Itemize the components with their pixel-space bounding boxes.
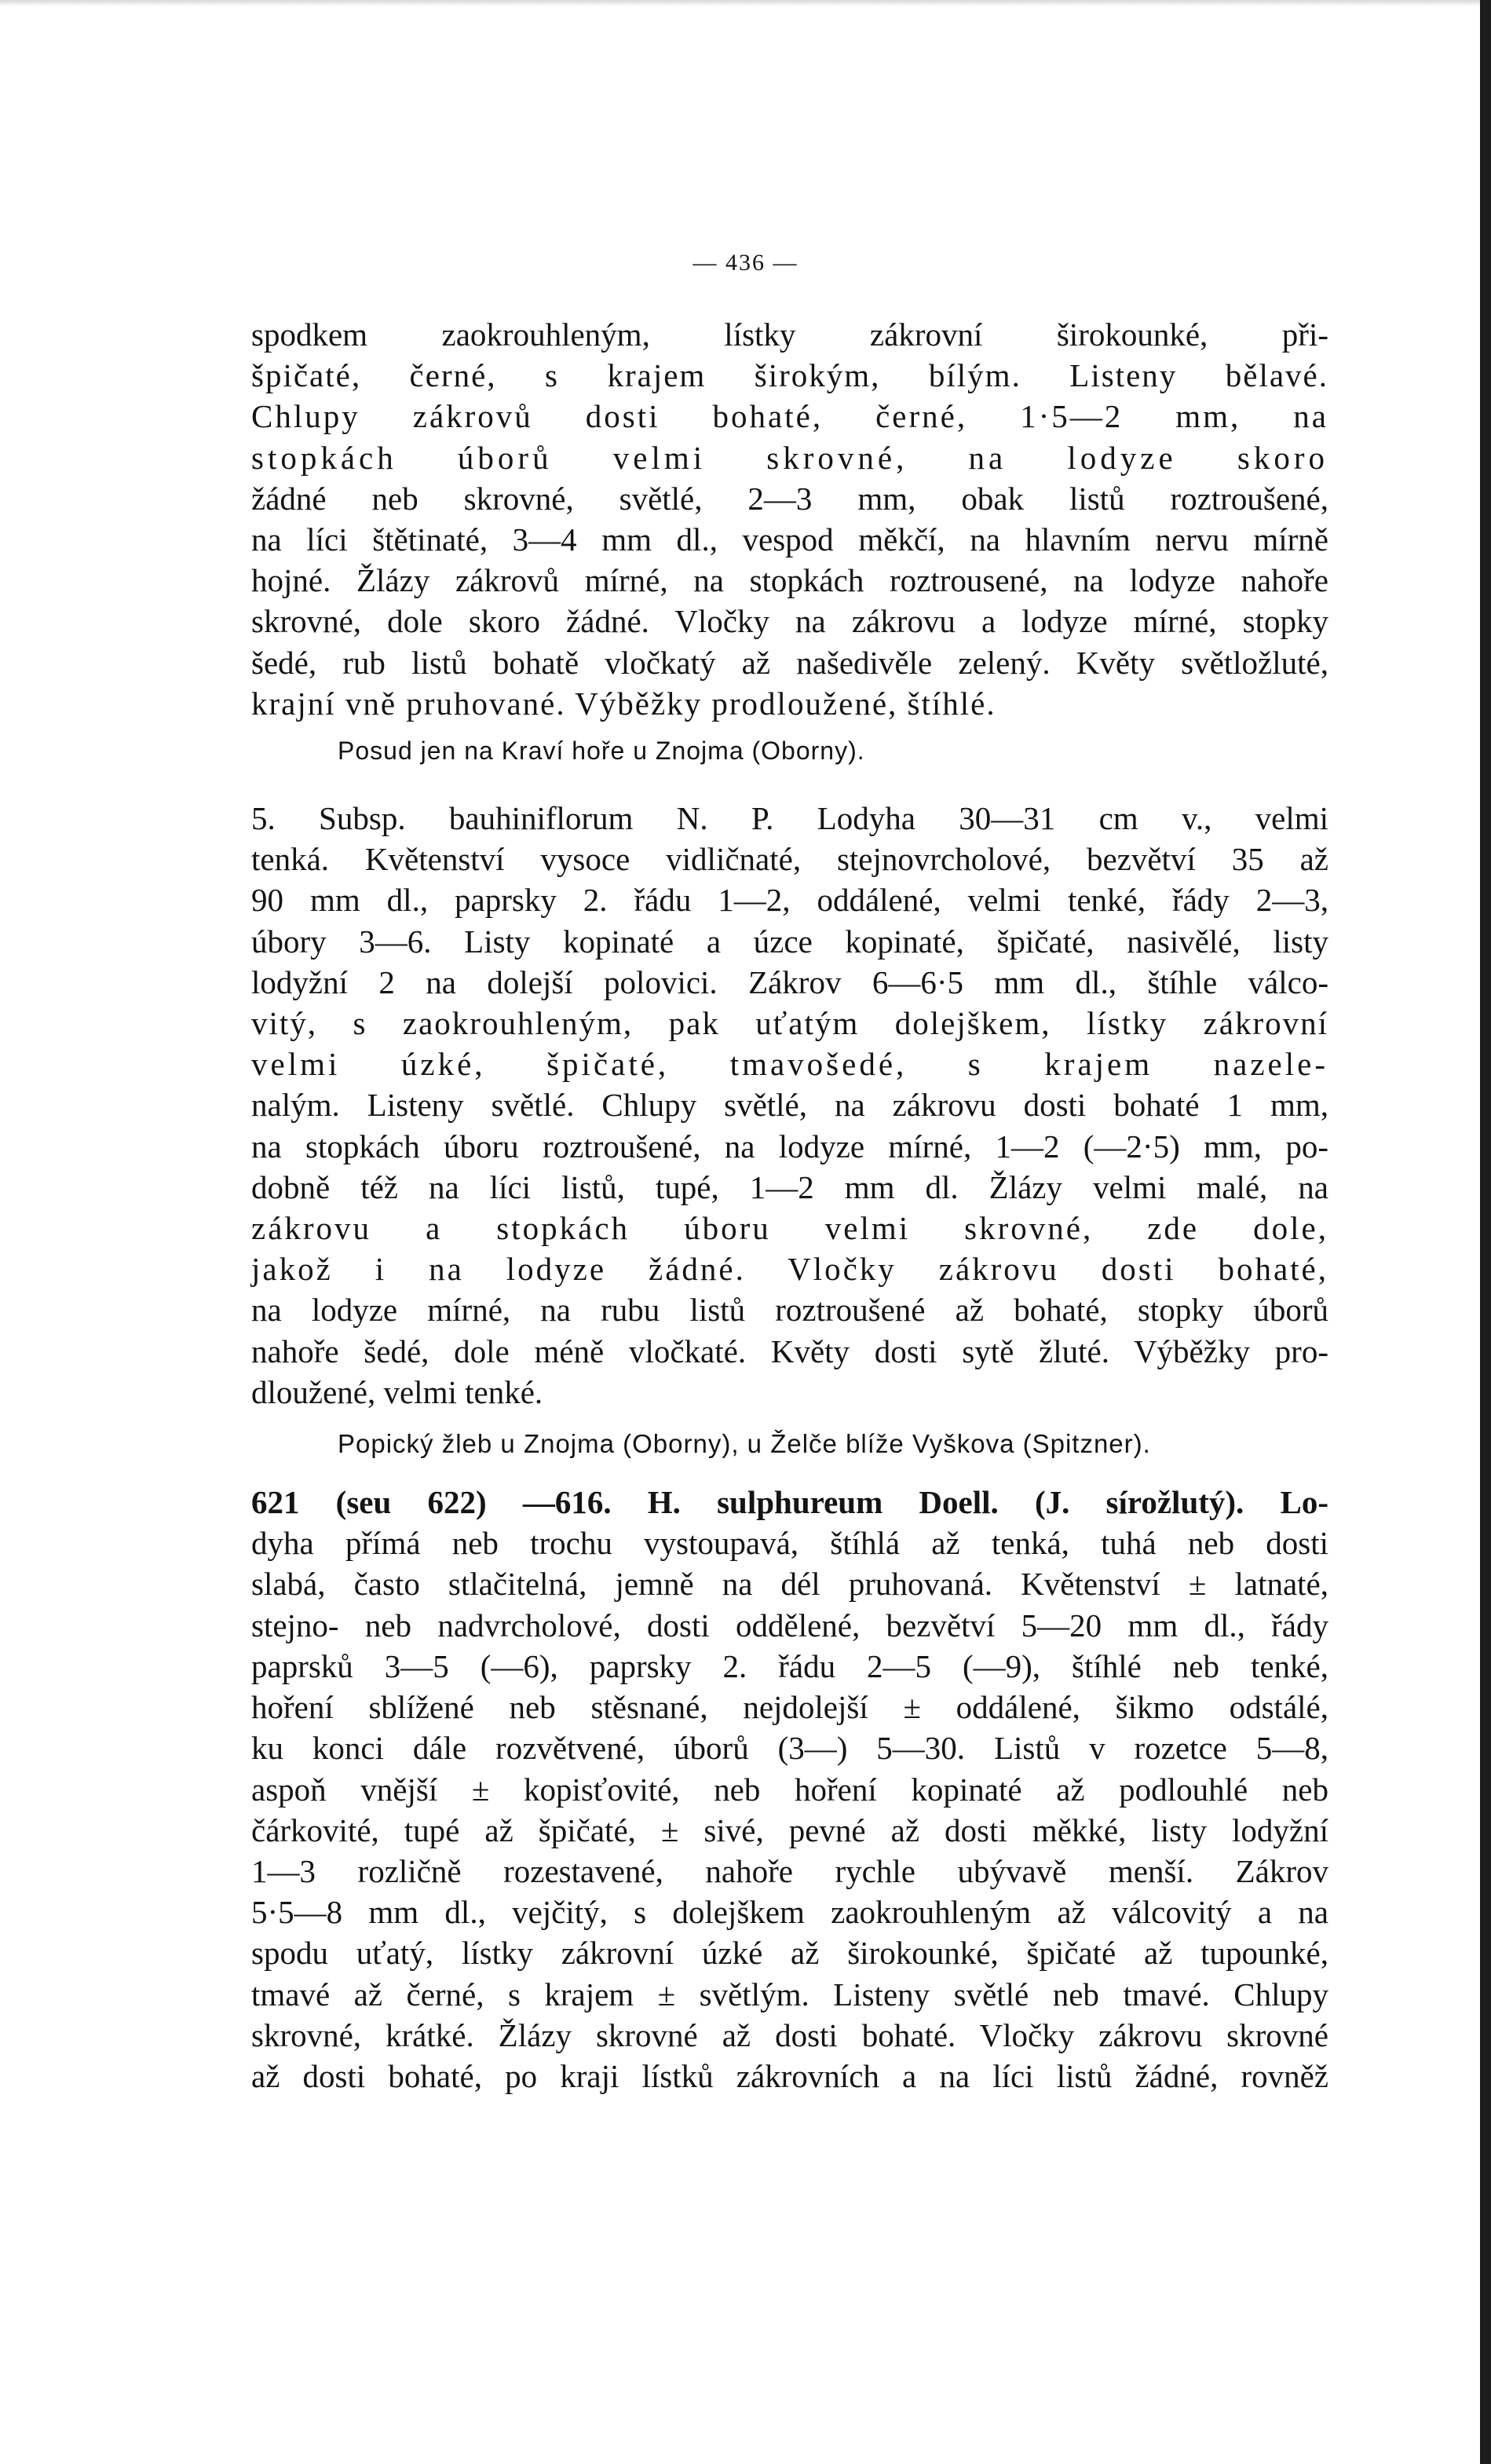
page-number: — 436 — bbox=[693, 250, 798, 276]
text-line: spodkem zaokrouhleným, lístky zákrovní širokounké, při- bbox=[251, 316, 1328, 353]
body-text bbox=[251, 314, 1328, 2097]
species-heading-line: 621 (seu 622) —616. H. sulphureum Doell. (J. sírožlutý). Lo- bbox=[251, 1484, 1328, 1521]
text-line: aspoň vnější ± kopisťovité, neb hoření kopinaté až podlouhlé neb bbox=[251, 1771, 1328, 1808]
text-line: nahoře šedé, dole méně vločkaté. Květy dosti sytě žluté. Výběžky pro- bbox=[251, 1333, 1328, 1369]
text-line: tmavé až černé, s krajem ± světlým. Listeny světlé neb tmavé. Chlupy bbox=[251, 1976, 1328, 2013]
paragraph-subsp-4-continuation bbox=[251, 314, 1328, 724]
scan-edge-top bbox=[0, 0, 1491, 6]
text-line: stopkách úborů velmi skrovné, na lodyze skoro bbox=[251, 439, 1328, 476]
text-line: paprsků 3—5 (—6), paprsky 2. řádu 2—5 (—9), štíhlé neb tenké, bbox=[251, 1647, 1328, 1684]
text-line: stejno- neb nadvrcholové, dosti oddělené, bezvětví 5—20 mm dl., řády bbox=[251, 1607, 1328, 1643]
text-line: 5. Subsp. bauhiniflorum N. P. Lodyha 30—31 cm v., velmi bbox=[251, 800, 1328, 837]
paragraph-subsp-bauhiniflorum bbox=[251, 798, 1328, 1413]
text-line: dloužené, velmi tenké. bbox=[251, 1373, 543, 1410]
scan-edge-right bbox=[1480, 0, 1491, 2464]
text-line: špičaté, černé, s krajem širokým, bílým. Listeny bělavé. bbox=[251, 357, 1328, 394]
text-line: hoření sblížené neb stěsnané, nejdolejší ± oddálené, šikmo odstálé, bbox=[251, 1689, 1328, 1726]
text-line: 5·5—8 mm dl., vejčitý, s dolejškem zaokrouhleným až válcovitý a na bbox=[251, 1894, 1328, 1931]
text-line: zákrovu a stopkách úboru velmi skrovné, zde dole, bbox=[251, 1210, 1328, 1247]
locality-note: Posud jen na Kraví hoře u Znojma (Oborny). bbox=[338, 737, 865, 766]
text-line: úbory 3—6. Listy kopinaté a úzce kopinaté, špičaté, nasivělé, listy bbox=[251, 923, 1328, 960]
text-line: 1—3 rozličně rozestavené, nahoře rychle ubývavě menší. Zákrov bbox=[251, 1852, 1328, 1889]
text-line: jakož i na lodyze žádné. Vločky zákrovu dosti bohaté, bbox=[251, 1251, 1328, 1288]
text-line: lodyžní 2 na dolejší polovici. Zákrov 6—6·5 mm dl., štíhle válco- bbox=[251, 963, 1328, 1000]
text-line: až dosti bohaté, po kraji lístků zákrovních a na líci listů žádné, rovněž bbox=[251, 2057, 1328, 2094]
text-line: šedé, rub listů bohatě vločkatý až našedivěle zelený. Květy světložluté, bbox=[251, 644, 1328, 681]
paragraph-hieracium-sulphureum bbox=[251, 1482, 1328, 2097]
text-line: skrovné, krátké. Žlázy skrovné až dosti bohaté. Vločky zákrovu skrovné bbox=[251, 2016, 1328, 2053]
text-line: slabá, často stlačitelná, jemně na dél pruhovaná. Květenství ± latnaté, bbox=[251, 1566, 1328, 1603]
text-line: na stopkách úboru roztroušené, na lodyze mírné, 1—2 (—2·5) mm, po- bbox=[251, 1128, 1328, 1164]
text-line: Chlupy zákrovů dosti bohaté, černé, 1·5—2 mm, na bbox=[251, 398, 1328, 435]
text-line: 90 mm dl., paprsky 2. řádu 1—2, oddálené, velmi tenké, řády 2—3, bbox=[251, 882, 1328, 919]
text-line: tenká. Květenství vysoce vidličnaté, stejnovrcholové, bezvětví 35 až bbox=[251, 841, 1328, 878]
text-line: spodu uťatý, lístky zákrovní úzké až širokounké, špičaté až tupounké, bbox=[251, 1935, 1328, 1972]
text-line: krajní vně pruhované. Výběžky prodloužené, štíhlé. bbox=[251, 685, 996, 722]
locality-note: Popický žleb u Znojma (Oborny), u Želče blíže Vyškova (Spitzner). bbox=[338, 1429, 1151, 1459]
text-line: čárkovité, tupé až špičaté, ± sivé, pevné až dosti měkké, listy lodyžní bbox=[251, 1811, 1328, 1848]
text-line: na lodyze mírné, na rubu listů roztroušené až bohaté, stopky úborů bbox=[251, 1292, 1328, 1329]
text-line: ku konci dále rozvětvené, úborů (3—) 5—30. Listů v rozetce 5—8, bbox=[251, 1730, 1328, 1767]
text-line: dobně též na líci listů, tupé, 1—2 mm dl. Žlázy velmi malé, na bbox=[251, 1168, 1328, 1205]
text-line: velmi úzké, špičaté, tmavošedé, s krajem nazele- bbox=[251, 1046, 1328, 1083]
text-line: na líci štětinaté, 3—4 mm dl., vespod měkčí, na hlavním nervu mírně bbox=[251, 521, 1328, 558]
text-line: skrovné, dole skoro žádné. Vločky na zákrovu a lodyze mírné, stopky bbox=[251, 603, 1328, 640]
text-line: dyha přímá neb trochu vystoupavá, štíhlá až tenká, tuhá neb dosti bbox=[251, 1525, 1328, 1562]
text-line: žádné neb skrovné, světlé, 2—3 mm, obak listů roztroušené, bbox=[251, 480, 1328, 517]
text-line: nalým. Listeny světlé. Chlupy světlé, na zákrovu dosti bohaté 1 mm, bbox=[251, 1087, 1328, 1124]
text-line: hojné. Žlázy zákrovů mírné, na stopkách roztrousené, na lodyze nahoře bbox=[251, 562, 1328, 599]
text-line: vitý, s zaokrouhleným, pak uťatým dolejškem, lístky zákrovní bbox=[251, 1005, 1328, 1042]
